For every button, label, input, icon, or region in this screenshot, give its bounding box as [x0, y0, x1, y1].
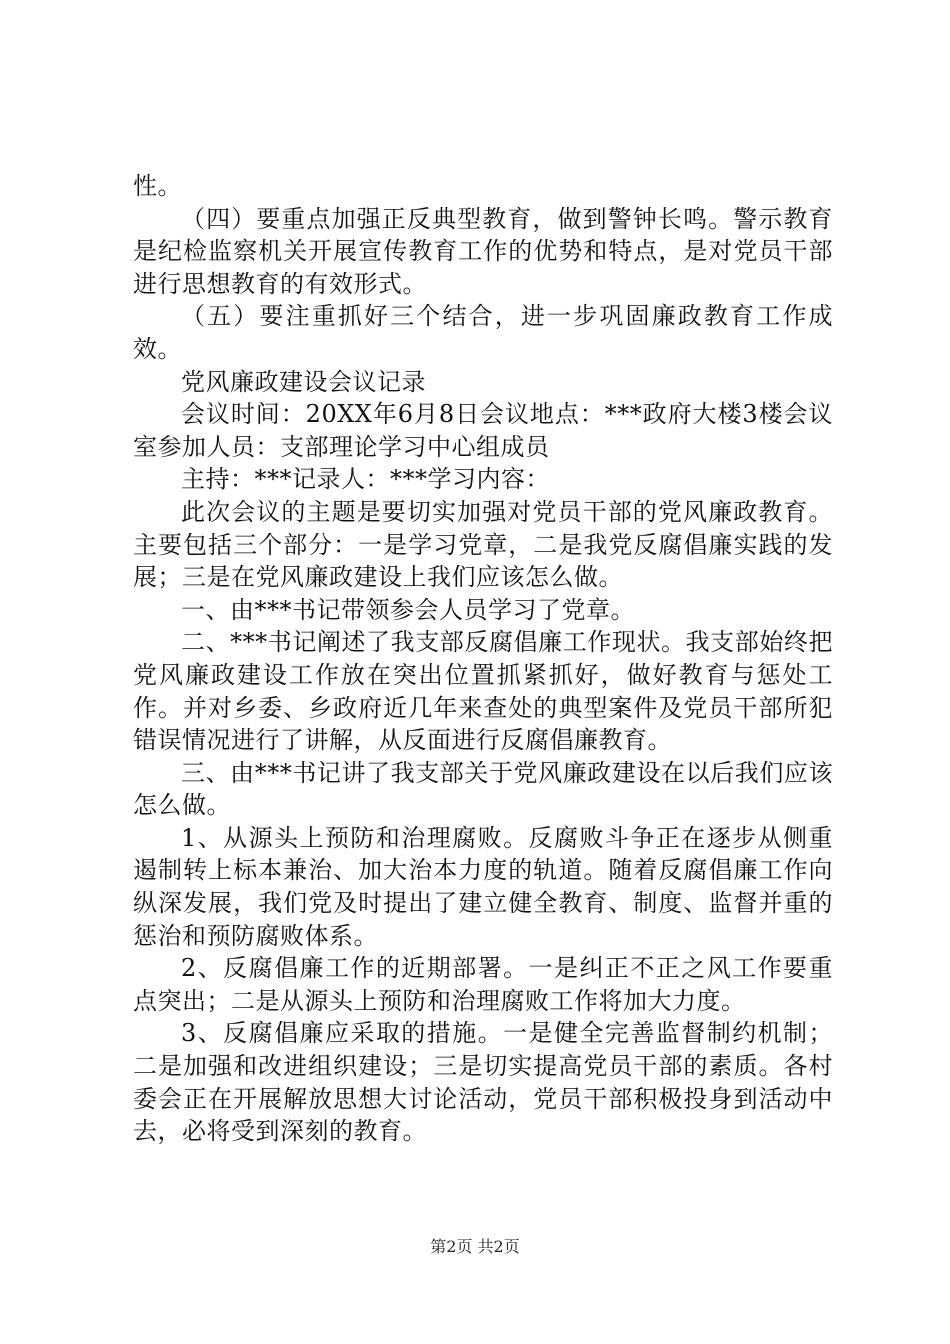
paragraph-1: （四）要重点加强正反典型教育，做到警钟长鸣。警示教育是纪检监察机关开展宣传教育工作的优势和特点，是对党员干部进行思想教育的有效形式。 — [133, 204, 833, 298]
page-number-footer: 第2页 共2页 — [430, 1237, 520, 1256]
document-body — [133, 170, 833, 1148]
paragraph-10: 1、从源头上预防和治理腐败。反腐败斗争正在逐步从侧重遏制转上标本兼治、加大治本力度的轨道。随着反腐倡廉工作向纵深发展，我们党及时提出了建立健全教育、制度、监督并重的惩治和预防腐败体系。 — [133, 823, 833, 950]
paragraph-9: 三、由***书记讲了我支部关于党风廉政建设在以后我们应该怎么做。 — [133, 758, 833, 820]
section-heading: 党风廉政建设会议记录 — [181, 367, 426, 396]
paragraph-0: 性。 — [133, 172, 182, 200]
paragraph-2: （五）要注重抓好三个结合，进一步巩固廉政教育工作成效。 — [133, 302, 833, 363]
meeting-time-location: 会议时间：20XX年6月8日会议地点：***政府大楼3楼会议室参加人员：支部理论学习中心组成员 — [133, 400, 833, 461]
paragraph-11: 2、反腐倡廉工作的近期部署。一是纠正不正之风工作要重点突出；二是从源头上预防和治理腐败工作将加大力度。 — [133, 954, 833, 1015]
paragraph-6: 此次会议的主题是要切实加强对党员干部的党风廉政教育。主要包括三个部分：一是学习党章，二是我党反腐倡廉实践的发展；三是在党风廉政建设上我们应该怎么做。 — [133, 497, 833, 592]
paragraph-7: 一、由***书记带领参会人员学习了党章。 — [181, 595, 635, 624]
paragraph-12: 3、反腐倡廉应采取的措施。一是健全完善监督制约机制；二是加强和改进组织建设；三是切实提高党员干部的素质。各村委会正在开展解放思想大讨论活动，党员干部积极投身到活动中去，必将受到深刻的教育。 — [133, 1019, 833, 1146]
paragraph-8: 二、***书记阐述了我支部反腐倡廉工作现状。我支部始终把党风廉政建设工作放在突出位置抓紧抓好，做好教育与惩处工作。并对乡委、乡政府近几年来查处的典型案件及党员干部所犯错误情况进行了讲解，从反面进行反腐倡廉教育。 — [133, 628, 833, 755]
meeting-host-recorder: 主持：***记录人：***学习内容： — [181, 465, 550, 494]
